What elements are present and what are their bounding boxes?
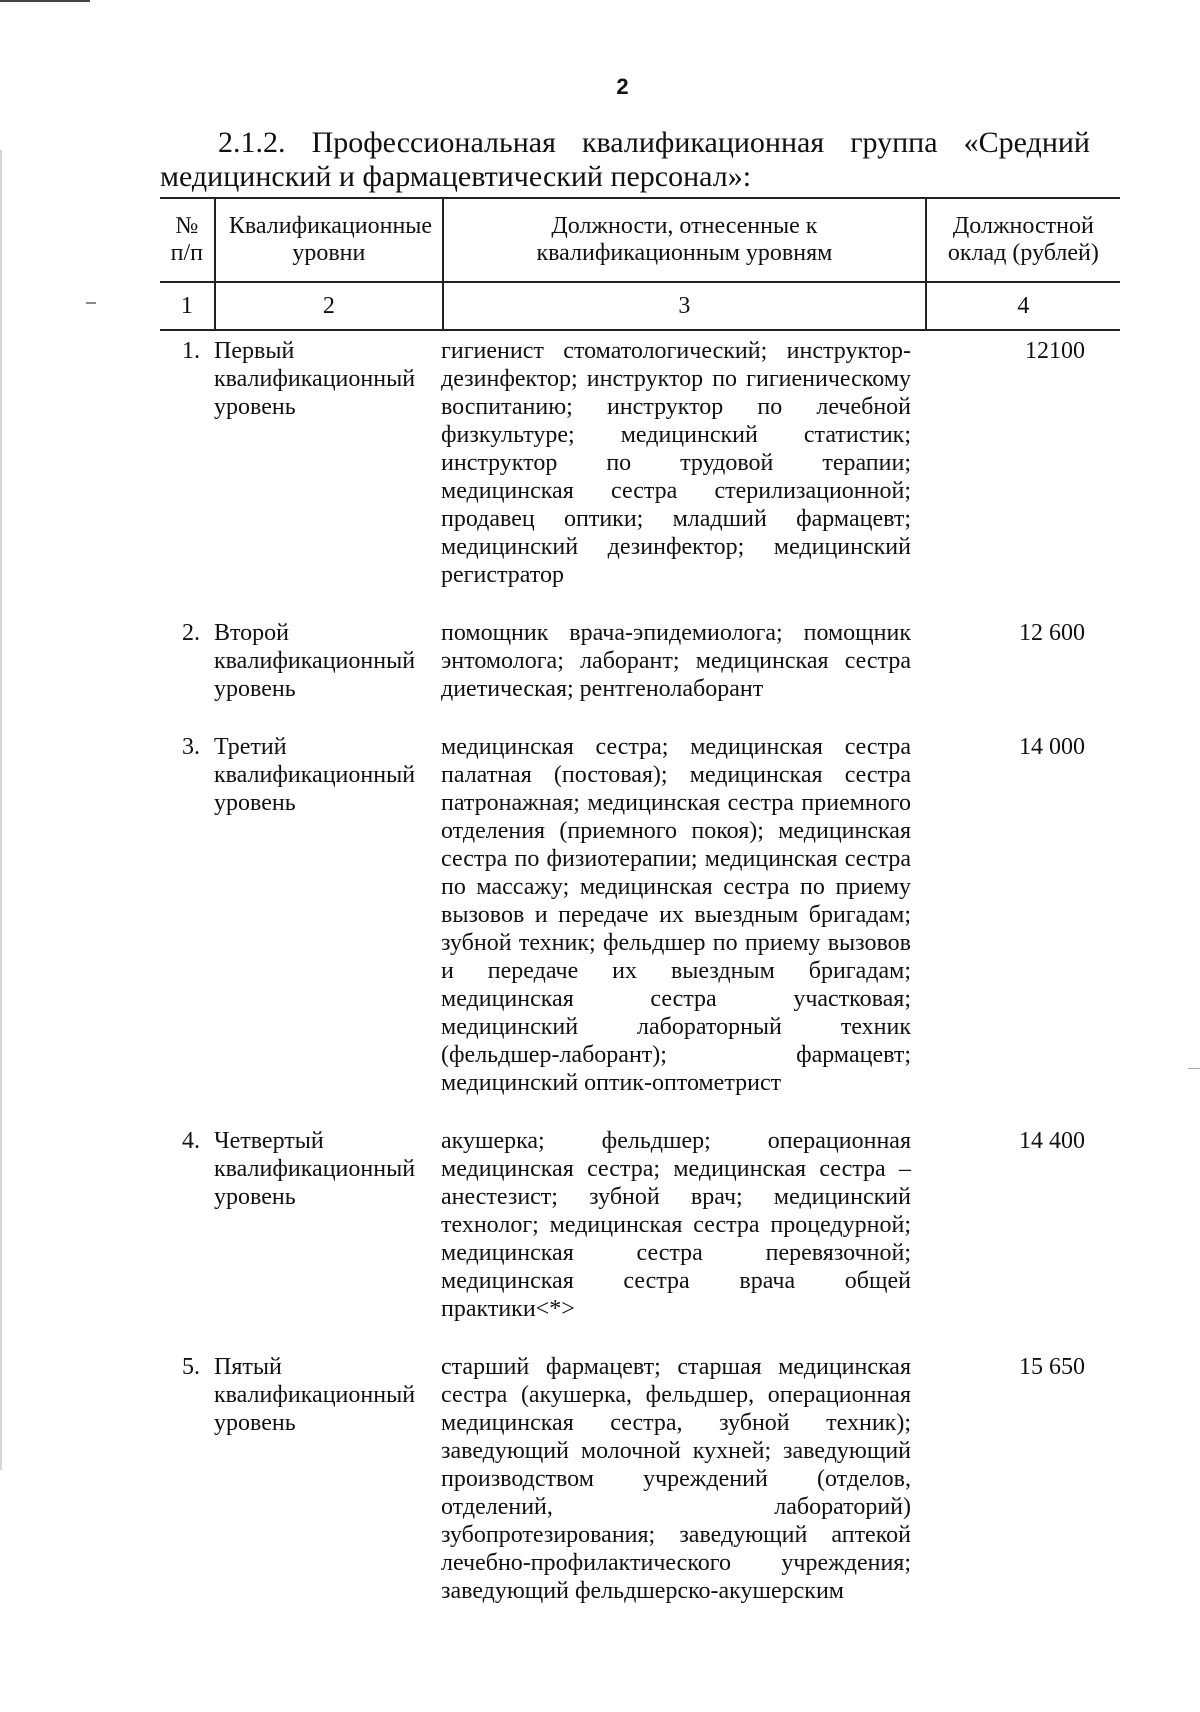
heading-word: «Средний	[963, 126, 1090, 159]
heading-word: квалификационная	[581, 126, 825, 159]
header-positions: Должности, отнесенные к квалификационным уровням	[443, 198, 926, 282]
header-salary: Должностной оклад (рублей)	[926, 198, 1120, 282]
section-heading	[160, 126, 1090, 194]
column-number: 2	[215, 282, 443, 330]
table-row	[160, 1127, 1120, 1323]
table-row	[160, 619, 1120, 703]
heading-line-1	[160, 126, 1090, 160]
scan-artifact-dash	[86, 302, 96, 304]
table-row	[160, 1353, 1120, 1605]
column-number: 1	[160, 282, 215, 330]
row-level: Четвертый квалификационный уровень	[214, 1128, 416, 1210]
row-salary: 12100	[1025, 338, 1085, 364]
row-number: 3.	[182, 734, 200, 760]
row-positions: старший фармацевт; старшая медицинская сестра (акушерка, фельдшер, операционная медицинская сестра, зубной техник); заведующий молочной кухней; заведующий производством учреждений (отделов, отделений, лабораторий) зубопротезирования; заведующий аптекой лечебно-профилактического учреждения; заведующий фельдшерско-акушерским	[441, 1354, 911, 1604]
row-salary: 14 400	[1019, 1128, 1085, 1154]
column-number-row	[160, 282, 1120, 330]
row-number: 5.	[182, 1354, 200, 1380]
page-number: 2	[616, 74, 629, 99]
heading-word: Профессиональная	[311, 126, 556, 159]
row-number: 1.	[182, 338, 200, 364]
heading-word: группа	[850, 126, 938, 159]
column-number: 4	[926, 282, 1120, 330]
row-salary: 14 000	[1019, 734, 1085, 760]
table-row	[160, 337, 1120, 589]
row-positions: медицинская сестра; медицинская сестра палатная (постовая); медицинская сестра патронажная; медицинская сестра приемного отделения (приемного покоя); медицинская сестра по физиотерапии; медицинская сестра по массажу; медицинская сестра по приему вызовов и передаче их выездным бригадам; зубной техник; фельдшер по приему вызовов и передаче их выездным бригадам; медицинская сестра участковая; медицинский лабораторный техник (фельдшер-лаборант); фармацевт; медицинский оптик-оптометрист	[441, 734, 911, 1096]
row-level: Первый квалификационный уровень	[214, 338, 416, 420]
row-salary: 15 650	[1019, 1354, 1085, 1380]
row-salary: 12 600	[1019, 620, 1085, 646]
scan-edge-line	[0, 0, 90, 2]
row-level: Третий квалификационный уровень	[214, 734, 416, 816]
qualification-table-header	[160, 197, 1120, 331]
row-number: 4.	[182, 1128, 200, 1154]
row-positions: помощник врача-эпидемиолога; помощник энтомолога; лаборант; медицинская сестра диетическая; рентгенолаборант	[441, 620, 911, 702]
row-number: 2.	[182, 620, 200, 646]
row-positions: гигиенист стоматологический; инструктор-дезинфектор; инструктор по гигиеническому воспитанию; инструктор по лечебной физкультуре; медицинский статистик; инструктор по трудовой терапии; медицинская сестра стерилизационной; продавец оптики; младший фармацевт; медицинский дезинфектор; медицинский регистратор	[441, 338, 911, 588]
scan-artifact-dash-right	[1188, 1068, 1200, 1069]
header-row	[160, 198, 1120, 282]
row-level: Второй квалификационный уровень	[214, 620, 416, 702]
heading-word: 2.1.2.	[218, 126, 286, 159]
header-level: Квалификационные уровни	[215, 198, 443, 282]
header-num: № п/п	[160, 198, 215, 282]
scan-edge-shadow	[0, 150, 2, 1470]
table-row	[160, 733, 1120, 1097]
row-level: Пятый квалификационный уровень	[214, 1354, 416, 1436]
heading-line-2: медицинский и фармацевтический персонал»:	[160, 160, 752, 193]
table-body	[160, 337, 1120, 1635]
row-positions: акушерка; фельдшер; операционная медицинская сестра; медицинская сестра – анестезист; зубной врач; медицинский технолог; медицинская сестра процедурной; медицинская сестра перевязочной; медицинская сестра врача общей практики<*>	[441, 1128, 911, 1322]
column-number: 3	[443, 282, 926, 330]
